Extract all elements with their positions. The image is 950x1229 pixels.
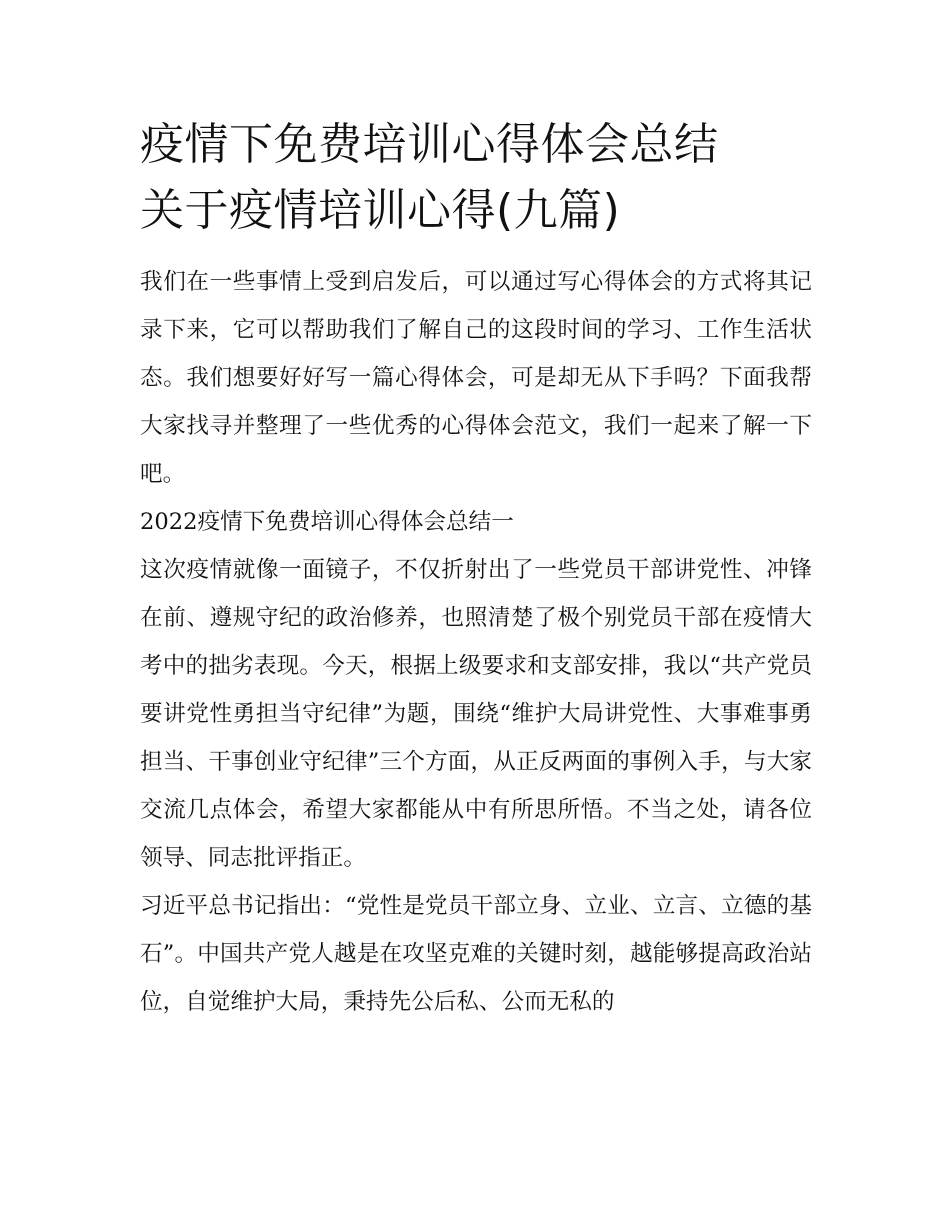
title-line-2: 关于疫情培训心得(九篇) [140, 185, 621, 236]
section-heading: 2022疫情下免费培训心得体会总结一 [140, 509, 514, 535]
document-body [140, 258, 812, 1026]
document-title [140, 112, 812, 244]
title-line-1: 疫情下免费培训心得体会总结 [140, 119, 719, 170]
body-paragraph-2: 习近平总书记指出：“党性是党员干部立身、立业、立言、立德的基石”。中国共产党人越是在攻坚克难的关键时刻，越能够提高政治站位，自觉维护大局，秉持先公后私、公而无私的 [140, 893, 812, 1015]
intro-paragraph: 我们在一些事情上受到启发后，可以通过写心得体会的方式将其记录下来，它可以帮助我们了解自己的这段时间的学习、工作生活状态。我们想要好好写一篇心得体会，可是却无从下手吗？下面我帮大家找寻并整理了一些优秀的心得体会范文，我们一起来了解一下吧。 [140, 269, 812, 487]
document-content [140, 112, 812, 1026]
body-paragraph-1: 这次疫情就像一面镜子，不仅折射出了一些党员干部讲党性、冲锋在前、遵规守纪的政治修养，也照清楚了极个别党员干部在疫情大考中的拙劣表现。今天，根据上级要求和支部安排，我以“共产党员要讲党性勇担当守纪律”为题，围绕“维护大局讲党性、大事难事勇担当、干事创业守纪律”三个方面，从正反两面的事例入手，与大家交流几点体会，希望大家都能从中有所思所悟。不当之处，请各位领导、同志批评指正。 [140, 557, 812, 871]
